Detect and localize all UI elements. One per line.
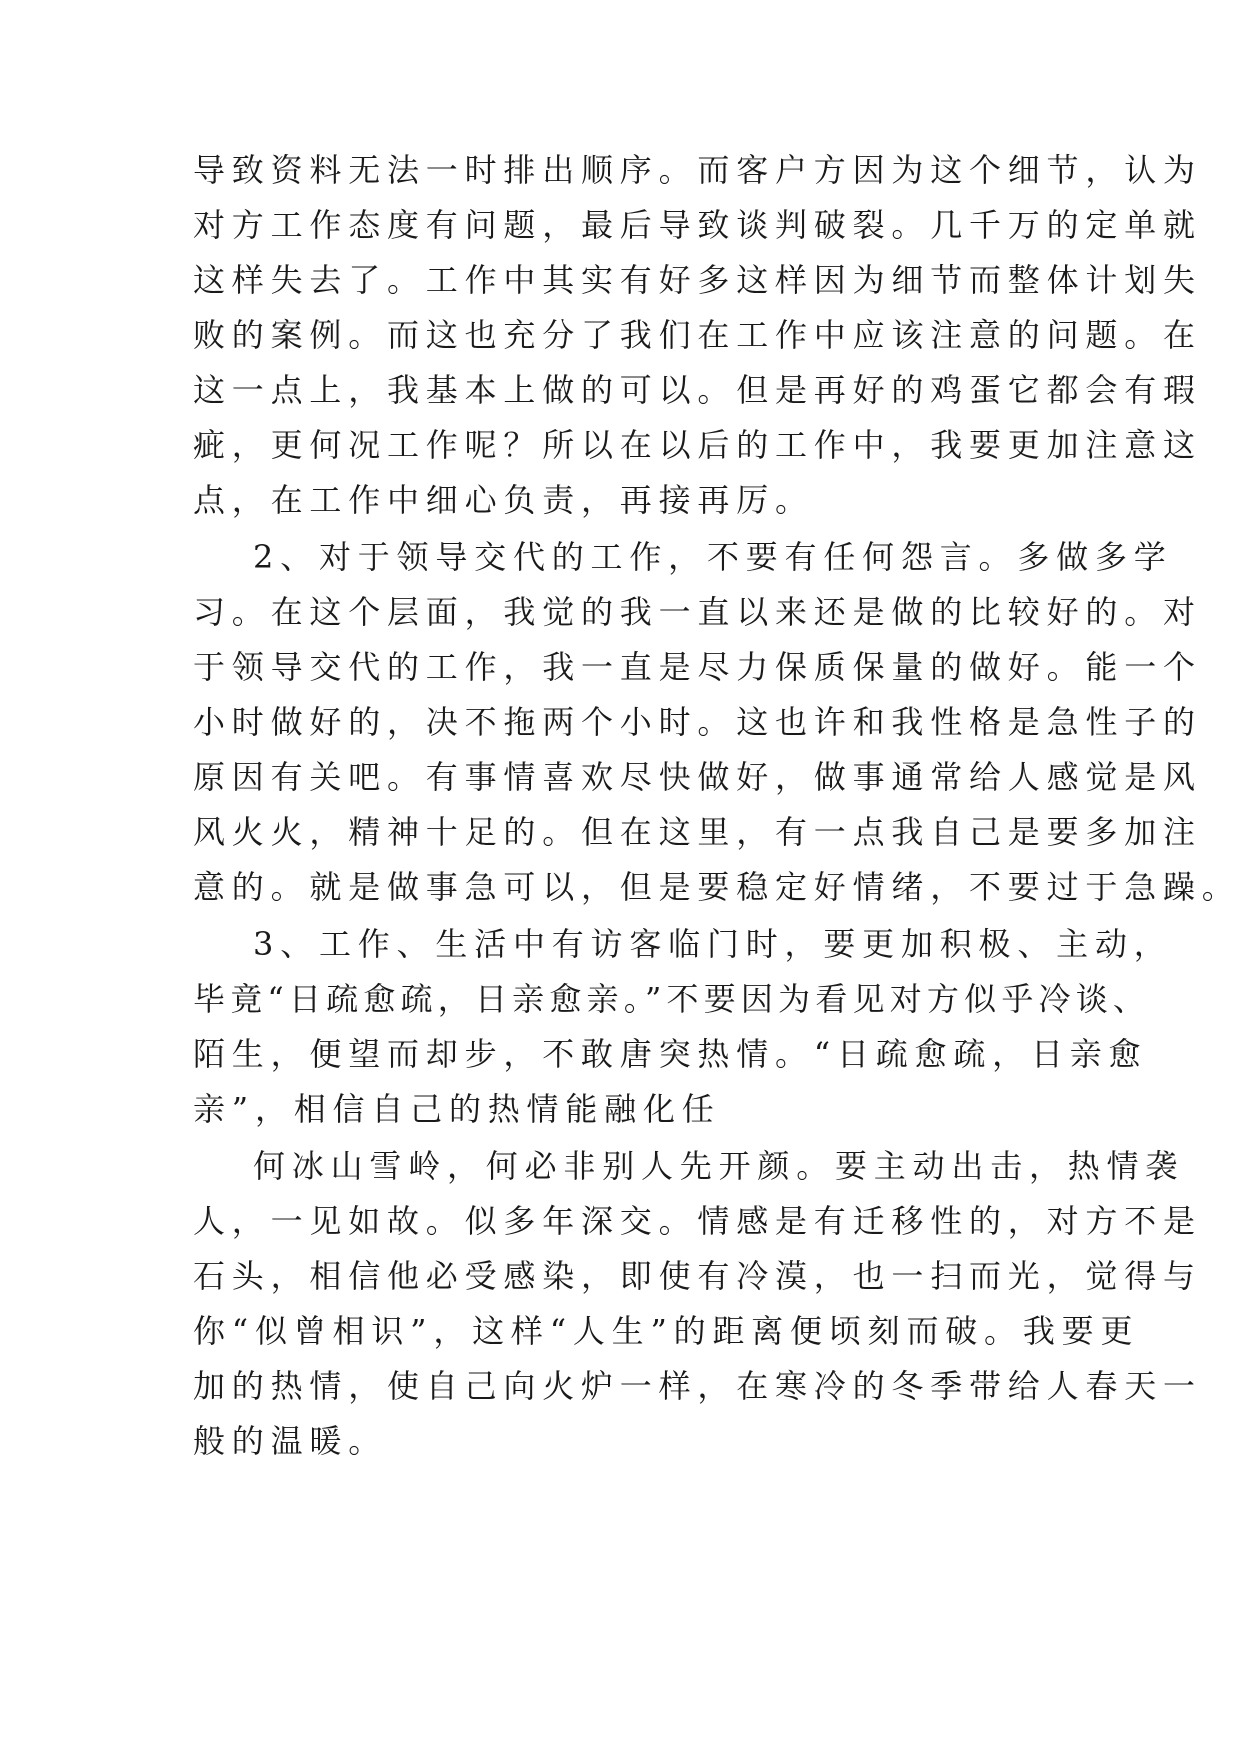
text-line: 疵，更何况工作呢？所以在以后的工作中，我要更加注意这 [193, 426, 1202, 464]
text-line: 你“似曾相识”，这样“人生”的距离便顷刻而破。我要更 [193, 1312, 1140, 1350]
text-line: 败的案例。而这也充分了我们在工作中应该注意的问题。在 [193, 316, 1202, 354]
text-line: 石头，相信他必受感染，即使有冷漠，也一扫而光，觉得与 [193, 1257, 1202, 1295]
text-line: 导致资料无法一时排出顺序。而客户方因为这个细节，认为 [193, 151, 1202, 189]
text-line: 加的热情，使自己向火炉一样，在寒冷的冬季带给人春天一 [193, 1367, 1202, 1405]
text-line: 习。在这个层面，我觉的我一直以来还是做的比较好的。对 [193, 593, 1202, 631]
text-line: 点，在工作中细心负责，再接再厉。 [193, 481, 814, 519]
text-line: 人，一见如故。似多年深交。情感是有迁移性的，对方不是 [193, 1202, 1202, 1240]
paragraph-2-first-line: 2、对于领导交代的工作，不要有任何怨言。多做多学 [253, 538, 1173, 576]
text-line: 对方工作态度有问题，最后导致谈判破裂。几千万的定单就 [193, 206, 1202, 244]
text-line: 小时做好的，决不拖两个小时。这也许和我性格是急性子的 [193, 703, 1202, 741]
text-line: 这样失去了。工作中其实有好多这样因为细节而整体计划失 [193, 261, 1202, 299]
text-line: 这一点上，我基本上做的可以。但是再好的鸡蛋它都会有瑕 [193, 371, 1202, 409]
text-line: 风火火，精神十足的。但在这里，有一点我自己是要多加注 [193, 813, 1202, 851]
paragraph-3-first-line: 3、工作、生活中有访客临门时，要更加积极、主动， [253, 925, 1173, 963]
text-line: 原因有关吧。有事情喜欢尽快做好，做事通常给人感觉是风 [193, 758, 1202, 796]
text-line: 般的温暖。 [193, 1422, 388, 1460]
text-line: 毕竟“日疏愈疏，日亲愈亲。”不要因为看见对方似乎冷谈、 [193, 980, 1151, 1018]
text-line: 意的。就是做事急可以，但是要稳定好情绪，不要过于急躁。 [193, 868, 1241, 906]
text-line: 于领导交代的工作，我一直是尽力保质保量的做好。能一个 [193, 648, 1202, 686]
text-line: 亲”，相信自己的热情能融化任 [193, 1090, 721, 1128]
paragraph-4-first-line: 何冰山雪岭，何必非别人先开颜。要主动出击，热情袭 [253, 1147, 1185, 1185]
text-line: 陌生，便望而却步，不敢唐突热情。“日疏愈疏，日亲愈 [193, 1035, 1148, 1073]
